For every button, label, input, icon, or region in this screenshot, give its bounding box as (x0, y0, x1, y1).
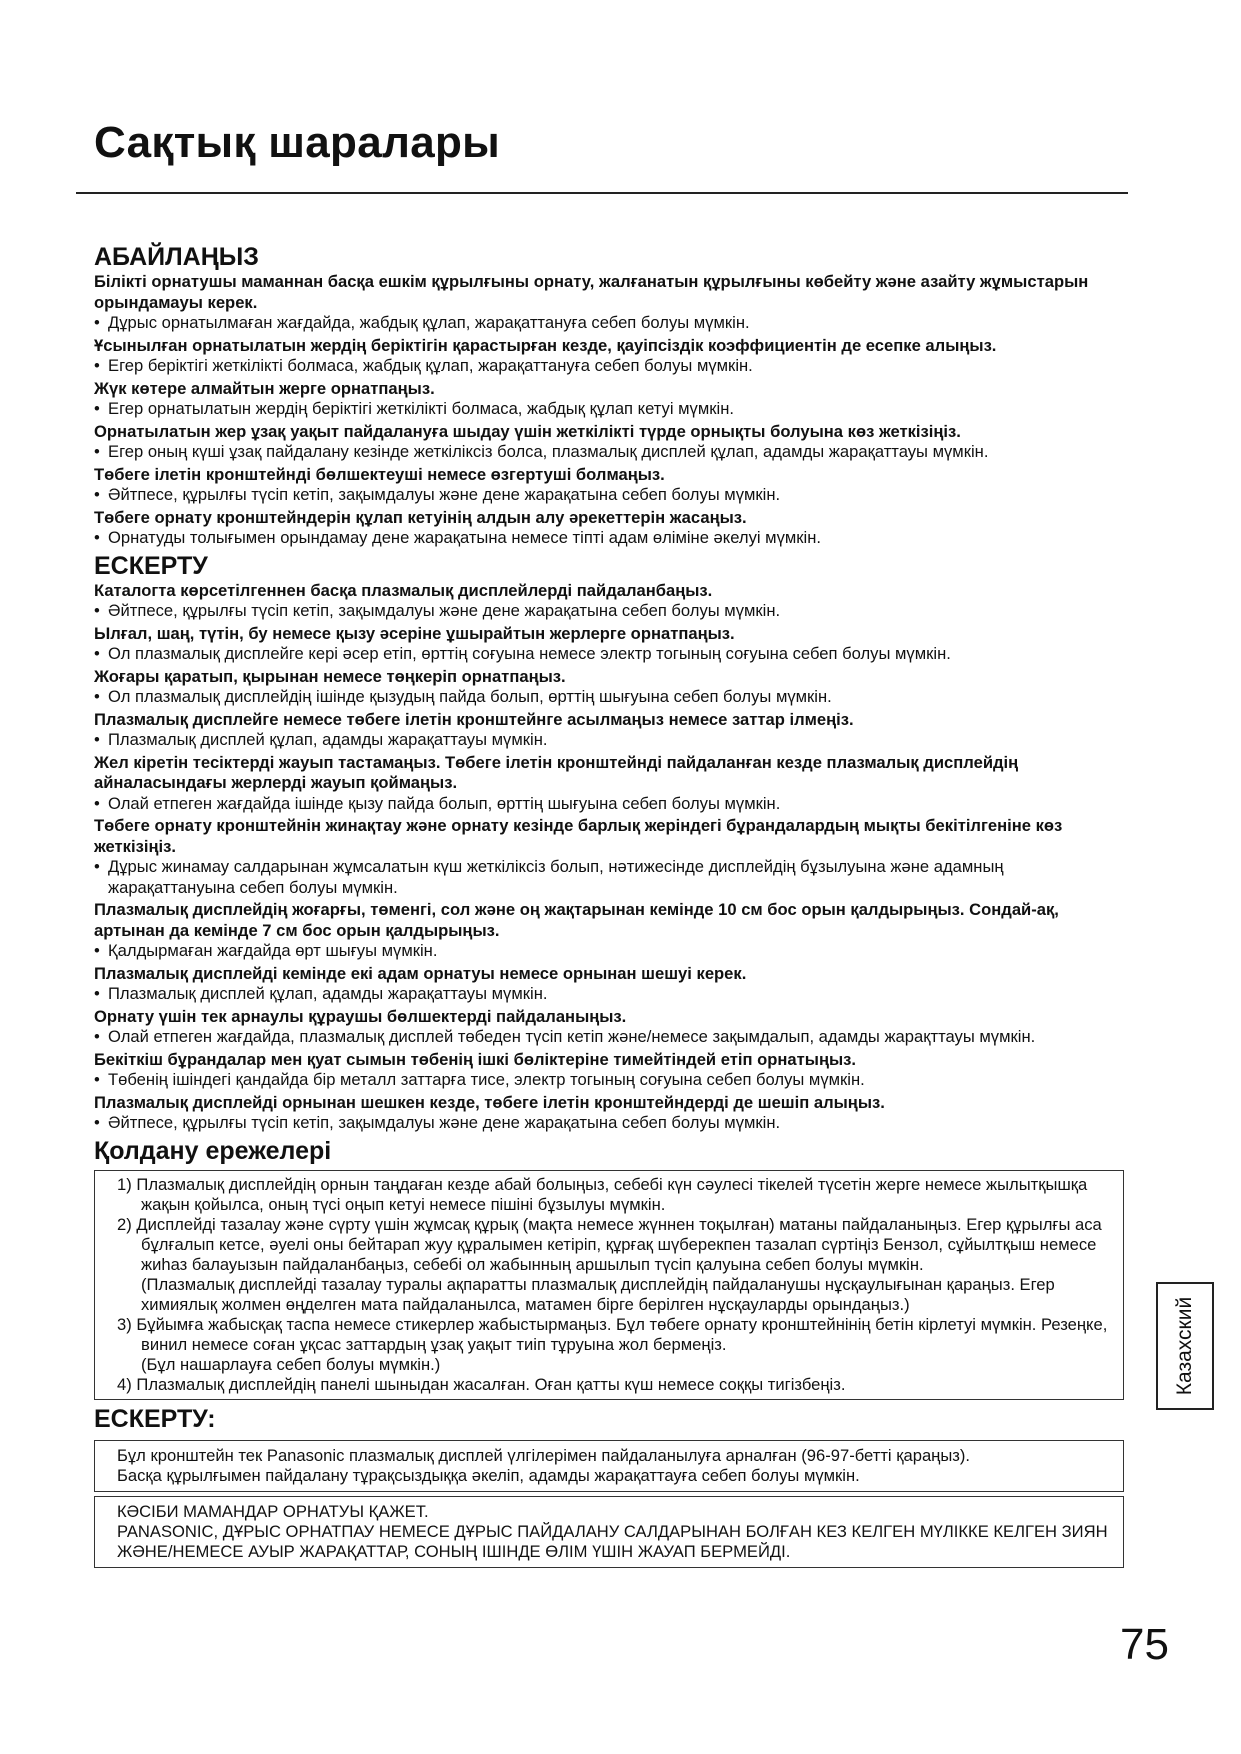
item-number: 1) (117, 1174, 132, 1194)
caution-text: Каталогта көрсетілгеннен басқа плазмалық дисплейлерді пайдаланбаңыз. (94, 580, 713, 600)
page-number: 75 (1120, 1620, 1169, 1669)
caution-note: • Қалдырмаған жағдайда өрт шығуы мүмкін. (94, 941, 438, 960)
title-divider (76, 192, 1128, 194)
caution-text: Ылғал, шаң, түтін, бу немесе қызу әсеріне ұшырайтын жерлерге орнатпаңыз. (94, 623, 735, 643)
bullet: • (94, 356, 100, 375)
caution-text: Орнату үшін тек арнаулы құраушы бөлшектерді пайдаланыңыз. (94, 1006, 627, 1026)
caution-text: Жоғары қаратып, қырынан немесе төңкеріп орнатпаңыз. (94, 666, 566, 686)
item-text: Бұйымға жабысқақ таспа немесе стикерлер жабыстырмаңыз. Бұл төбеге орнату кронштейнінің бетін кірлетуі мүмкін. Резеңке, винил немесе соған ұқсас заттардың ұзақ уақыт тиіп тұруына жол бермеңіз. (136, 1314, 1108, 1354)
warning-note: • Әйтпесе, құрылғы түсіп кетіп, зақымдалуы және дене жарақатына себеп болуы мүмкін. (94, 485, 781, 504)
item-extra: (Бұл нашарлауға себеп болуы мүмкін.) (141, 1354, 441, 1374)
item-number: 4) (117, 1374, 132, 1394)
disclaimer-line: PANASONIC, ДҰРЫС ОРНАТПАУ НЕМЕСЕ ДҰРЫС ПАЙДАЛАНУ САЛДАРЫНАН БОЛҒАН КЕЗ КЕЛГЕН МҮЛІККЕ КЕЛГЕН ЗИЯН ЖӘНЕ/НЕМЕСЕ АУЫР ЖАРАҚАТТАР, СОНЫҢ ІШІНДЕ ӨЛІМ ҮШІН ЖАУАП БЕРМЕЙДІ. (117, 1521, 1108, 1561)
usage-item (117, 1215, 1113, 1315)
bullet: • (94, 644, 100, 663)
note-line: Бұл кронштейн тек Panasonic плазмалық дисплей үлгілерімен пайдаланылуға арналған (96-97-бетті қараңыз). (117, 1445, 971, 1465)
usage-item (117, 1315, 1113, 1375)
bullet: • (94, 485, 100, 504)
usage-section (94, 1136, 1124, 1400)
caution-item (94, 581, 1124, 622)
caution-note: • Плазмалық дисплей құлап, адамды жарақаттауы мүмкін. (94, 730, 548, 749)
bullet: • (94, 1070, 100, 1089)
note-line: Басқа құрылғымен пайдалану тұрақсыздыққа әкеліп, адамды жарақаттауға себеп болуы мүмкін. (117, 1465, 860, 1485)
warning-item (94, 422, 1124, 463)
warning-section (94, 242, 1124, 549)
warning-item (94, 379, 1124, 420)
caution-heading: ЕСКЕРТУ (94, 551, 208, 580)
bullet: • (94, 601, 100, 620)
note-section (94, 1404, 1124, 1568)
bullet: • (94, 1027, 100, 1046)
warning-text: Орнатылатын жер ұзақ уақыт пайдалануға шыдау үшін жеткілікті түрде орнықты болуына көз жеткізіңіз. (94, 421, 961, 441)
caution-text: Плазмалық дисплейді кемінде екі адам орнатуы немесе орнынан шешуі керек. (94, 963, 747, 983)
caution-note: • Плазмалық дисплей құлап, адамды жарақаттауы мүмкін. (94, 984, 548, 1003)
item-text: Дисплейді тазалау және сүрту үшін жұмсақ құрық (мақта немесе жүннен тоқылған) матаны пайдаланыңыз. Егер құрылғы аса бұлғалып кетсе, әуелі оны бейтарап жуу құралымен кетіріп, құрғақ шүберекпен тазалап сүртіңіз Бензол, сұйылтқыш немесе жиһаз балауызын пайдаланбаңыз, себебі ол жабынның аршылып түсіп қалуына себеп болуы мүмкін. (136, 1214, 1102, 1274)
item-text: Плазмалық дисплейдің панелі шыныдан жасалған. Оған қатты күш немесе соққы тигізбеңіз. (136, 1374, 846, 1394)
warning-note: • Егер беріктігі жеткілікті болмаса, жабдық құлап, жарақаттануға себеп болуы мүмкін. (94, 356, 753, 375)
usage-box (94, 1170, 1124, 1400)
caution-item (94, 1093, 1124, 1134)
usage-item (117, 1175, 1113, 1215)
caution-item (94, 900, 1124, 962)
warning-text: Төбеге ілетін кронштейнді бөлшектеуші немесе өзгертуші болмаңыз. (94, 464, 665, 484)
item-number: 2) (117, 1214, 132, 1234)
caution-item (94, 624, 1124, 665)
warning-note: • Егер оның күші ұзақ пайдалану кезінде жеткіліксіз болса, плазмалық дисплей құлап, адамды жарақаттауы мүмкін. (94, 442, 989, 461)
caution-note: • Дұрыс жинамау салдарынан жұмсалатын күш жеткіліксіз болып, нәтижесінде дисплейдің бұзылуына және адамның жарақаттануына себеп болуы мүмкін. (94, 857, 1004, 897)
caution-note: • Әйтпесе, құрылғы түсіп кетіп, зақымдалуы және дене жарақатына себеп болуы мүмкін. (94, 601, 781, 620)
disclaimer-line: КӘСІБИ МАМАНДАР ОРНАТУЫ ҚАЖЕТ. (117, 1501, 429, 1521)
caution-note: • Олай етпеген жағдайда ішінде қызу пайда болып, өрттің шығуына себеп болуы мүмкін. (94, 793, 781, 813)
language-tab (1156, 1282, 1214, 1410)
bullet: • (94, 687, 100, 706)
warning-heading: АБАЙЛАҢЫЗ (94, 243, 259, 271)
bullet: • (94, 941, 100, 960)
bullet: • (94, 313, 100, 332)
caution-item (94, 816, 1124, 898)
item-text: Плазмалық дисплейдің орнын таңдаған кезде абай болыңыз, себебі күн сәулесі тікелей түсетін жерге немесе жылытқышқа жақын қойылса, оның түсі оңып кетуі немесе пішіні бұзылуы мүмкін. (136, 1174, 1088, 1214)
caution-note: • Төбенің ішіндегі қандайда бір металл заттарға тисе, электр тогының соғуына себеп болуы мүмкін. (94, 1070, 865, 1089)
warning-item (94, 272, 1124, 334)
note-box (94, 1440, 1124, 1492)
bullet: • (94, 793, 100, 813)
caution-text: Бекіткіш бұрандалар мен қуат сымын төбенің ішкі бөліктеріне тимейтіндей етіп орнатыңыз. (94, 1049, 856, 1069)
warning-note: • Егер орнатылатын жердің беріктігі жеткілікті болмаса, жабдық құлап кетуі мүмкін. (94, 399, 734, 418)
item-number: 3) (117, 1314, 132, 1334)
caution-note: • Ол плазмалық дисплейдің ішінде қызудың пайда болып, өрттің шығуына себеп болуы мүмкін. (94, 687, 832, 706)
disclaimer-box (94, 1496, 1124, 1568)
warning-text: Білікті орнатушы маманнан басқа ешкім құрылғыны орнату, жалғанатын құрылғыны көбейту және азайту жұмыстарын орындамауы керек. (94, 272, 1089, 312)
caution-item (94, 964, 1124, 1005)
caution-item (94, 667, 1124, 708)
warning-note: • Орнатуды толығымен орындамау дене жарақатына немесе тіпті адам өліміне әкелуі мүмкін. (94, 528, 822, 547)
caution-item (94, 1007, 1124, 1048)
warning-item (94, 465, 1124, 506)
content (94, 242, 1124, 1568)
usage-item (117, 1375, 1113, 1395)
warning-note: • Дұрыс орнатылмаған жағдайда, жабдық құлап, жарақаттануға себеп болуы мүмкін. (94, 313, 750, 332)
warning-text: Ұсынылған орнатылатын жердің беріктігін қарастырған кезде, қауіпсіздік коэффициентін де есепке алыңыз. (94, 335, 997, 355)
item-extra: (Плазмалық дисплейді тазалау туралы ақпаратты плазмалық дисплейдің пайдаланушы нұсқаулығынан қараңыз. Егер химиялық жолмен өңделген мата пайдаланылса, матамен бірге берілген нұсқауларды орындаңыз.) (141, 1274, 1055, 1314)
warning-item (94, 508, 1124, 549)
bullet: • (94, 399, 100, 418)
warning-text: Жүк көтере алмайтын жерге орнатпаңыз. (94, 378, 435, 398)
caution-item (94, 710, 1124, 751)
caution-note: • Ол плазмалық дисплейге кері әсер етіп, өрттің соғуына немесе электр тогының соғуына себеп болуы мүмкін. (94, 644, 951, 663)
usage-heading: Қолдану ережелері (94, 1136, 332, 1165)
caution-section (94, 551, 1124, 1134)
warning-text: Төбеге орнату кронштейндерін құлап кетуінің алдын алу әрекеттерін жасаңыз. (94, 507, 747, 527)
note-heading: ЕСКЕРТУ: (94, 1404, 216, 1433)
caution-text: Плазмалық дисплейді орнынан шешкен кезде, төбеге ілетін кронштейндерді де шешіп алыңыз. (94, 1092, 885, 1112)
caution-note: • Олай етпеген жағдайда, плазмалық дисплей төбеден түсіп кетіп және/немесе зақымдалып, адамды жарақттауы мүмкін. (94, 1027, 1036, 1046)
caution-item (94, 753, 1124, 815)
caution-item (94, 1050, 1124, 1091)
bullet: • (94, 442, 100, 461)
warning-item (94, 336, 1124, 377)
bullet: • (94, 528, 100, 547)
caution-text: Төбеге орнату кронштейнін жинақтау және орнату кезінде барлық жеріндегі бұрандалардың мықты бекітілгеніне көз жеткізіңіз. (94, 816, 1063, 856)
language-tab-label: Казахский (1173, 1296, 1196, 1396)
caution-text: Жел кіретін тесіктерді жауып тастамаңыз. Төбеге ілетін кронштейнді пайдаланған кезде плазмалық дисплейдің айналасындағы жерлерді жауып қоймаңыз. (94, 752, 1019, 792)
caution-text: Плазмалық дисплейдің жоғарғы, төменгі, сол және оң жақтарынан кемінде 10 см бос орын қалдырыңыз. Сондай-ақ, артынан да кемінде 7 см бос орын қалдырыңыз. (94, 900, 1059, 940)
caution-note: • Әйтпесе, құрылғы түсіп кетіп, зақымдалуы және дене жарақатына себеп болуы мүмкін. (94, 1113, 781, 1132)
bullet: • (94, 857, 100, 876)
caution-text: Плазмалық дисплейге немесе төбеге ілетін кронштейнге асылмаңыз немесе заттар ілмеңіз. (94, 709, 854, 729)
bullet: • (94, 730, 100, 749)
page-title: Сақтық шаралары (94, 118, 501, 167)
bullet: • (94, 984, 100, 1003)
bullet: • (94, 1113, 100, 1132)
